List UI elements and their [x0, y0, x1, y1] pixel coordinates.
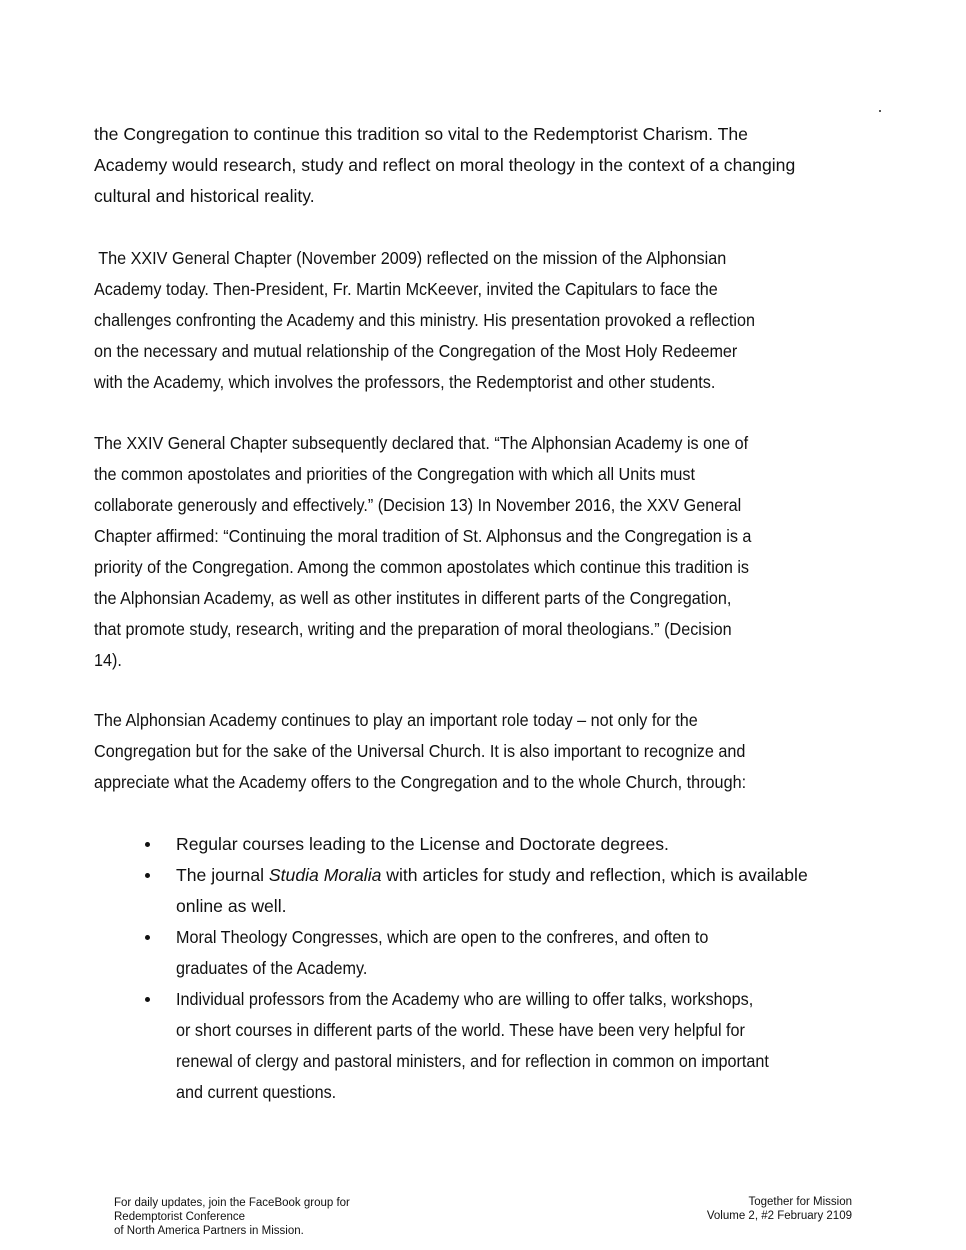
stray-mark [879, 110, 881, 112]
paragraph-line: The XXIV General Chapter subsequently declared that. “The Alphonsian Academy is one of [94, 433, 749, 453]
footer-facebook-note [114, 1196, 350, 1238]
paragraph-line: Academy would research, study and reflect on moral theology in the context of a changing [94, 155, 796, 175]
bullet-line: graduates of the Academy. [176, 958, 368, 978]
paragraph-line: the common apostolates and priorities of the Congregation with which all Units must [94, 464, 696, 484]
paragraph-line: with the Academy, which involves the professors, the Redemptorist and other students. [94, 372, 716, 392]
bullet-icon [145, 873, 150, 878]
bullet-text-suffix: with articles for study and reflection, which is available [381, 865, 808, 885]
paragraph-line: that promote study, research, writing and the preparation of moral theologians.” (Decision [94, 619, 732, 639]
paragraph-line: on the necessary and mutual relationship of the Congregation of the Most Holy Redeemer [94, 341, 738, 361]
bullet-text-prefix: The journal [176, 865, 269, 885]
footer-left-line: of North America Partners in Mission. [114, 1225, 304, 1237]
paragraph-line: The Alphonsian Academy continues to play an important role today – not only for the [94, 710, 698, 730]
bullet-line: or short courses in different parts of the world. These have been very helpful for [176, 1020, 745, 1040]
bullet-line: Regular courses leading to the License and Doctorate degrees. [176, 834, 669, 854]
paragraph-line: priority of the Congregation. Among the common apostolates which continue this tradition is [94, 557, 750, 577]
paragraph-line: 14). [94, 650, 122, 670]
paragraph-line: Chapter affirmed: “Continuing the moral tradition of St. Alphonsus and the Congregation is a [94, 526, 752, 546]
paragraph-line: cultural and historical reality. [94, 186, 315, 206]
footer-left-line: Redemptorist Conference [114, 1211, 246, 1223]
bullet-line [176, 865, 808, 885]
paragraph-line: the Alphonsian Academy, as well as other institutes in different parts of the Congregation, [94, 588, 732, 608]
paragraph-line: Congregation but for the sake of the Universal Church. It is also important to recognize and [94, 741, 746, 761]
journal-title: Studia Moralia [268, 865, 382, 885]
bullet-icon [145, 997, 150, 1002]
paragraph-line: collaborate generously and effectively.” (Decision 13) In November 2016, the XXV General [94, 495, 742, 515]
publication-title: Together for Mission [748, 1196, 852, 1208]
bullet-icon [145, 935, 150, 940]
paragraph-line: appreciate what the Academy offers to the Congregation and to the whole Church, through: [94, 772, 747, 792]
bullet-line: online as well. [176, 896, 287, 916]
paragraph-line: challenges confronting the Academy and this ministry. His presentation provoked a reflection [94, 310, 756, 330]
bullet-line: and current questions. [176, 1082, 337, 1102]
bullet-icon [145, 842, 150, 847]
publication-volume: Volume 2, #2 February 2109 [706, 1210, 852, 1222]
bullet-line: Moral Theology Congresses, which are open to the confreres, and often to [176, 927, 709, 947]
paragraph-line: Academy today. Then-President, Fr. Martin McKeever, invited the Capitulars to face the [94, 279, 718, 299]
bullet-line: renewal of clergy and pastoral ministers, and for reflection in common on important [176, 1051, 769, 1071]
footer-left-line: For daily updates, join the FaceBook group for [114, 1197, 350, 1209]
paragraph-line: The XXIV General Chapter (November 2009) reflected on the mission of the Alphonsian [94, 248, 727, 268]
footer-publication-info [707, 1195, 852, 1223]
paragraph-line: the Congregation to continue this tradition so vital to the Redemptorist Charism. The [94, 124, 748, 144]
bullet-line: Individual professors from the Academy who are willing to offer talks, workshops, [176, 989, 754, 1009]
